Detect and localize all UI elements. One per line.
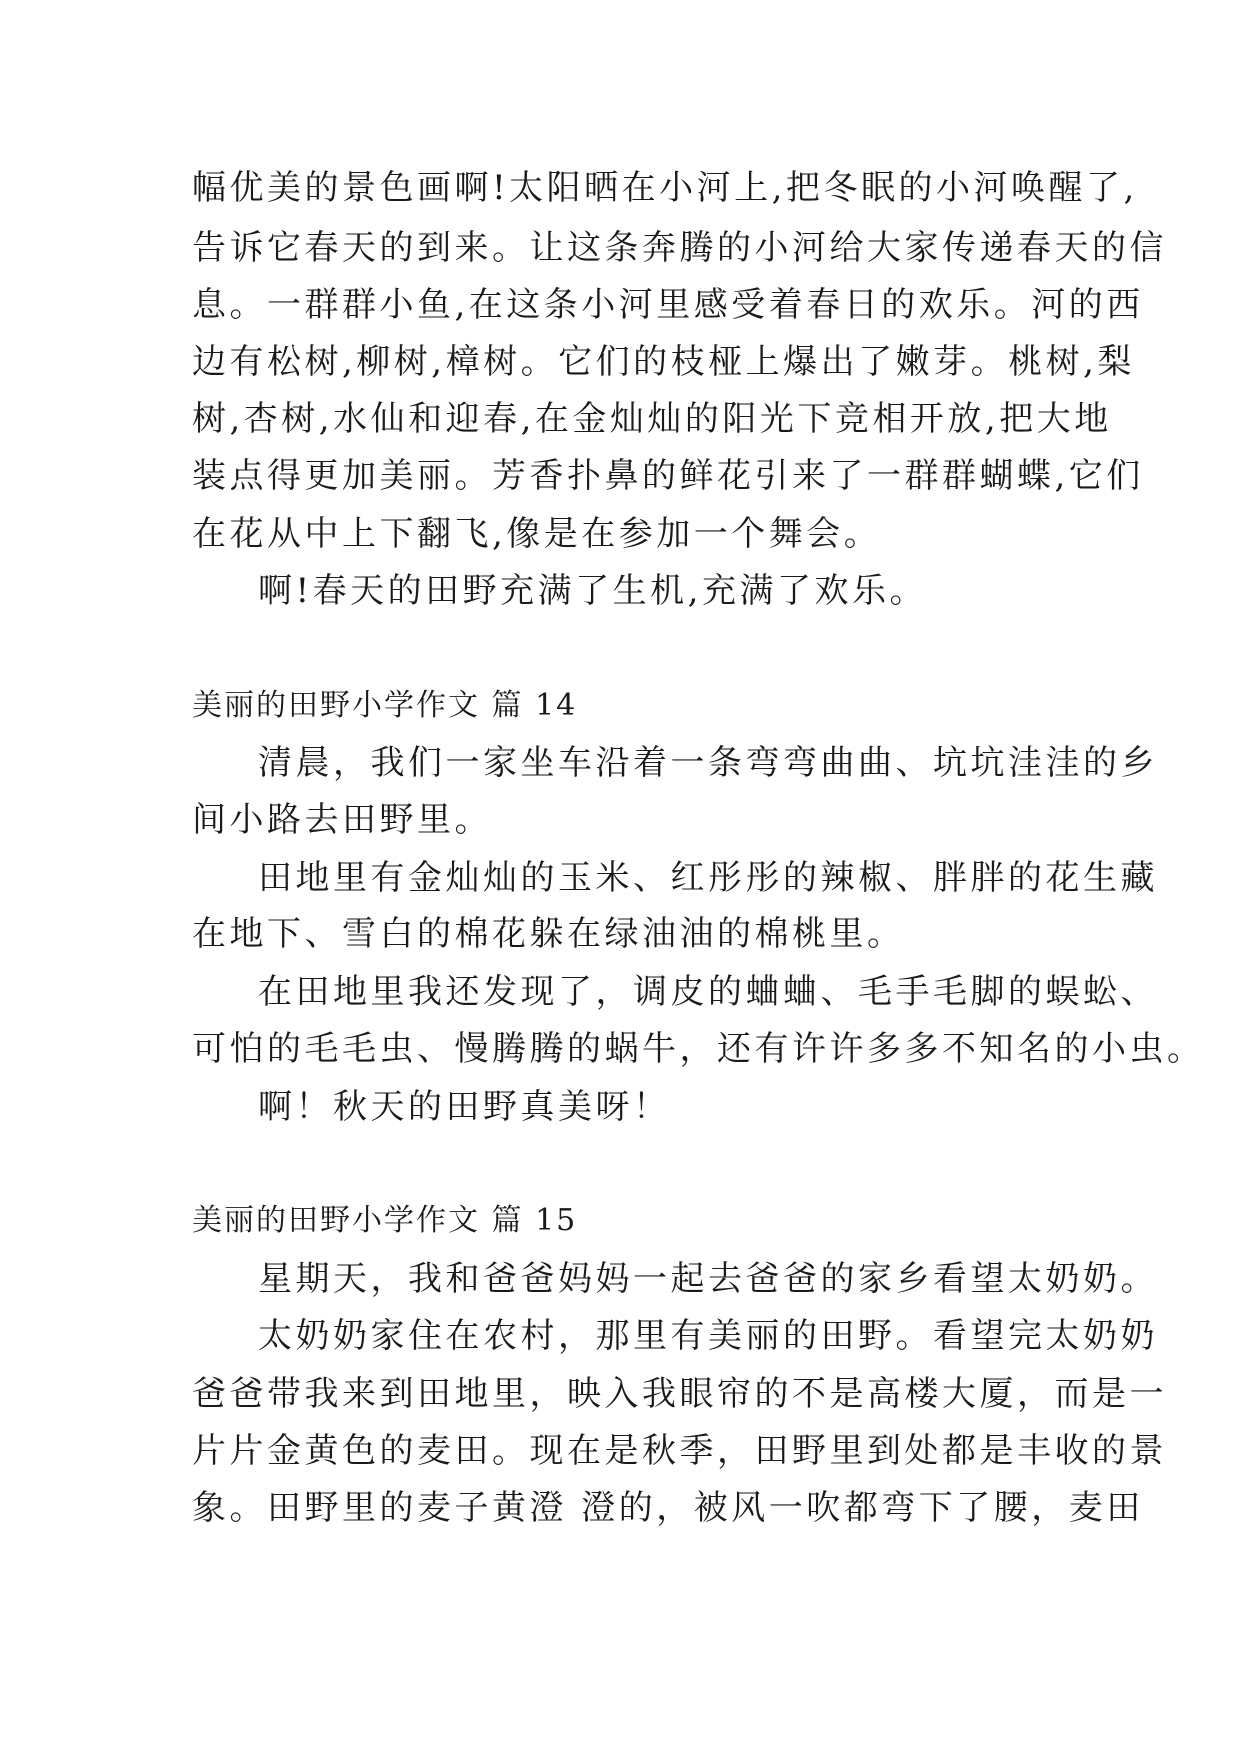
paragraph-line: 息。一群群小鱼,在这条小河里感受着春日的欢乐。河的西 (192, 285, 1144, 325)
paragraph-line: 装点得更加美丽。芳香扑鼻的鲜花引来了一群群蝴蝶,它们 (192, 456, 1144, 496)
paragraph-line: 田地里有金灿灿的玉米、红彤彤的辣椒、胖胖的花生藏 (258, 858, 1158, 898)
paragraph-line: 树,杏树,水仙和迎春,在金灿灿的阳光下竞相开放,把大地 (192, 399, 1112, 439)
section-heading: 美丽的田野小学作文 篇 14 (192, 688, 578, 723)
paragraph-line: 片片金黄色的麦田。现在是秋季，田野里到处都是丰收的景 (192, 1431, 1167, 1471)
paragraph-line: 星期天，我和爸爸妈妈一起去爸爸的家乡看望太奶奶。 (258, 1259, 1158, 1299)
paragraph-line: 爸爸带我来到田地里，映入我眼帘的不是高楼大厦，而是一 (192, 1374, 1167, 1414)
paragraph-line: 在花从中上下翻飞,像是在参加一个舞会。 (192, 514, 882, 554)
paragraph-line: 边有松树,柳树,樟树。它们的枝桠上爆出了嫩芽。桃树,梨 (192, 342, 1135, 382)
paragraph-line: 幅优美的景色画啊!太阳晒在小河上,把冬眠的小河唤醒了, (192, 168, 1138, 208)
paragraph-line: 清晨，我们一家坐车沿着一条弯弯曲曲、坑坑洼洼的乡 (258, 743, 1158, 783)
paragraph-line: 告诉它春天的到来。让这条奔腾的小河给大家传递春天的信 (192, 228, 1167, 268)
paragraph-line: 可怕的毛毛虫、慢腾腾的蜗牛，还有许许多多不知名的小虫。 (192, 1029, 1205, 1069)
paragraph-line: 象。田野里的麦子黄澄 澄的，被风一吹都弯下了腰，麦田 (192, 1488, 1144, 1528)
paragraph-line: 太奶奶家住在农村，那里有美丽的田野。看望完太奶奶 (258, 1316, 1158, 1356)
paragraph-line: 啊!春天的田野充满了生机,充满了欢乐。 (258, 571, 927, 611)
section-heading: 美丽的田野小学作文 篇 15 (192, 1203, 578, 1238)
paragraph-line: 啊！秋天的田野真美呀！ (258, 1087, 671, 1127)
paragraph-line: 在地下、雪白的棉花躲在绿油油的棉桃里。 (192, 914, 905, 954)
paragraph-line: 在田地里我还发现了，调皮的蛐蛐、毛手毛脚的蜈蚣、 (258, 972, 1158, 1012)
paragraph-line: 间小路去田野里。 (192, 800, 492, 840)
